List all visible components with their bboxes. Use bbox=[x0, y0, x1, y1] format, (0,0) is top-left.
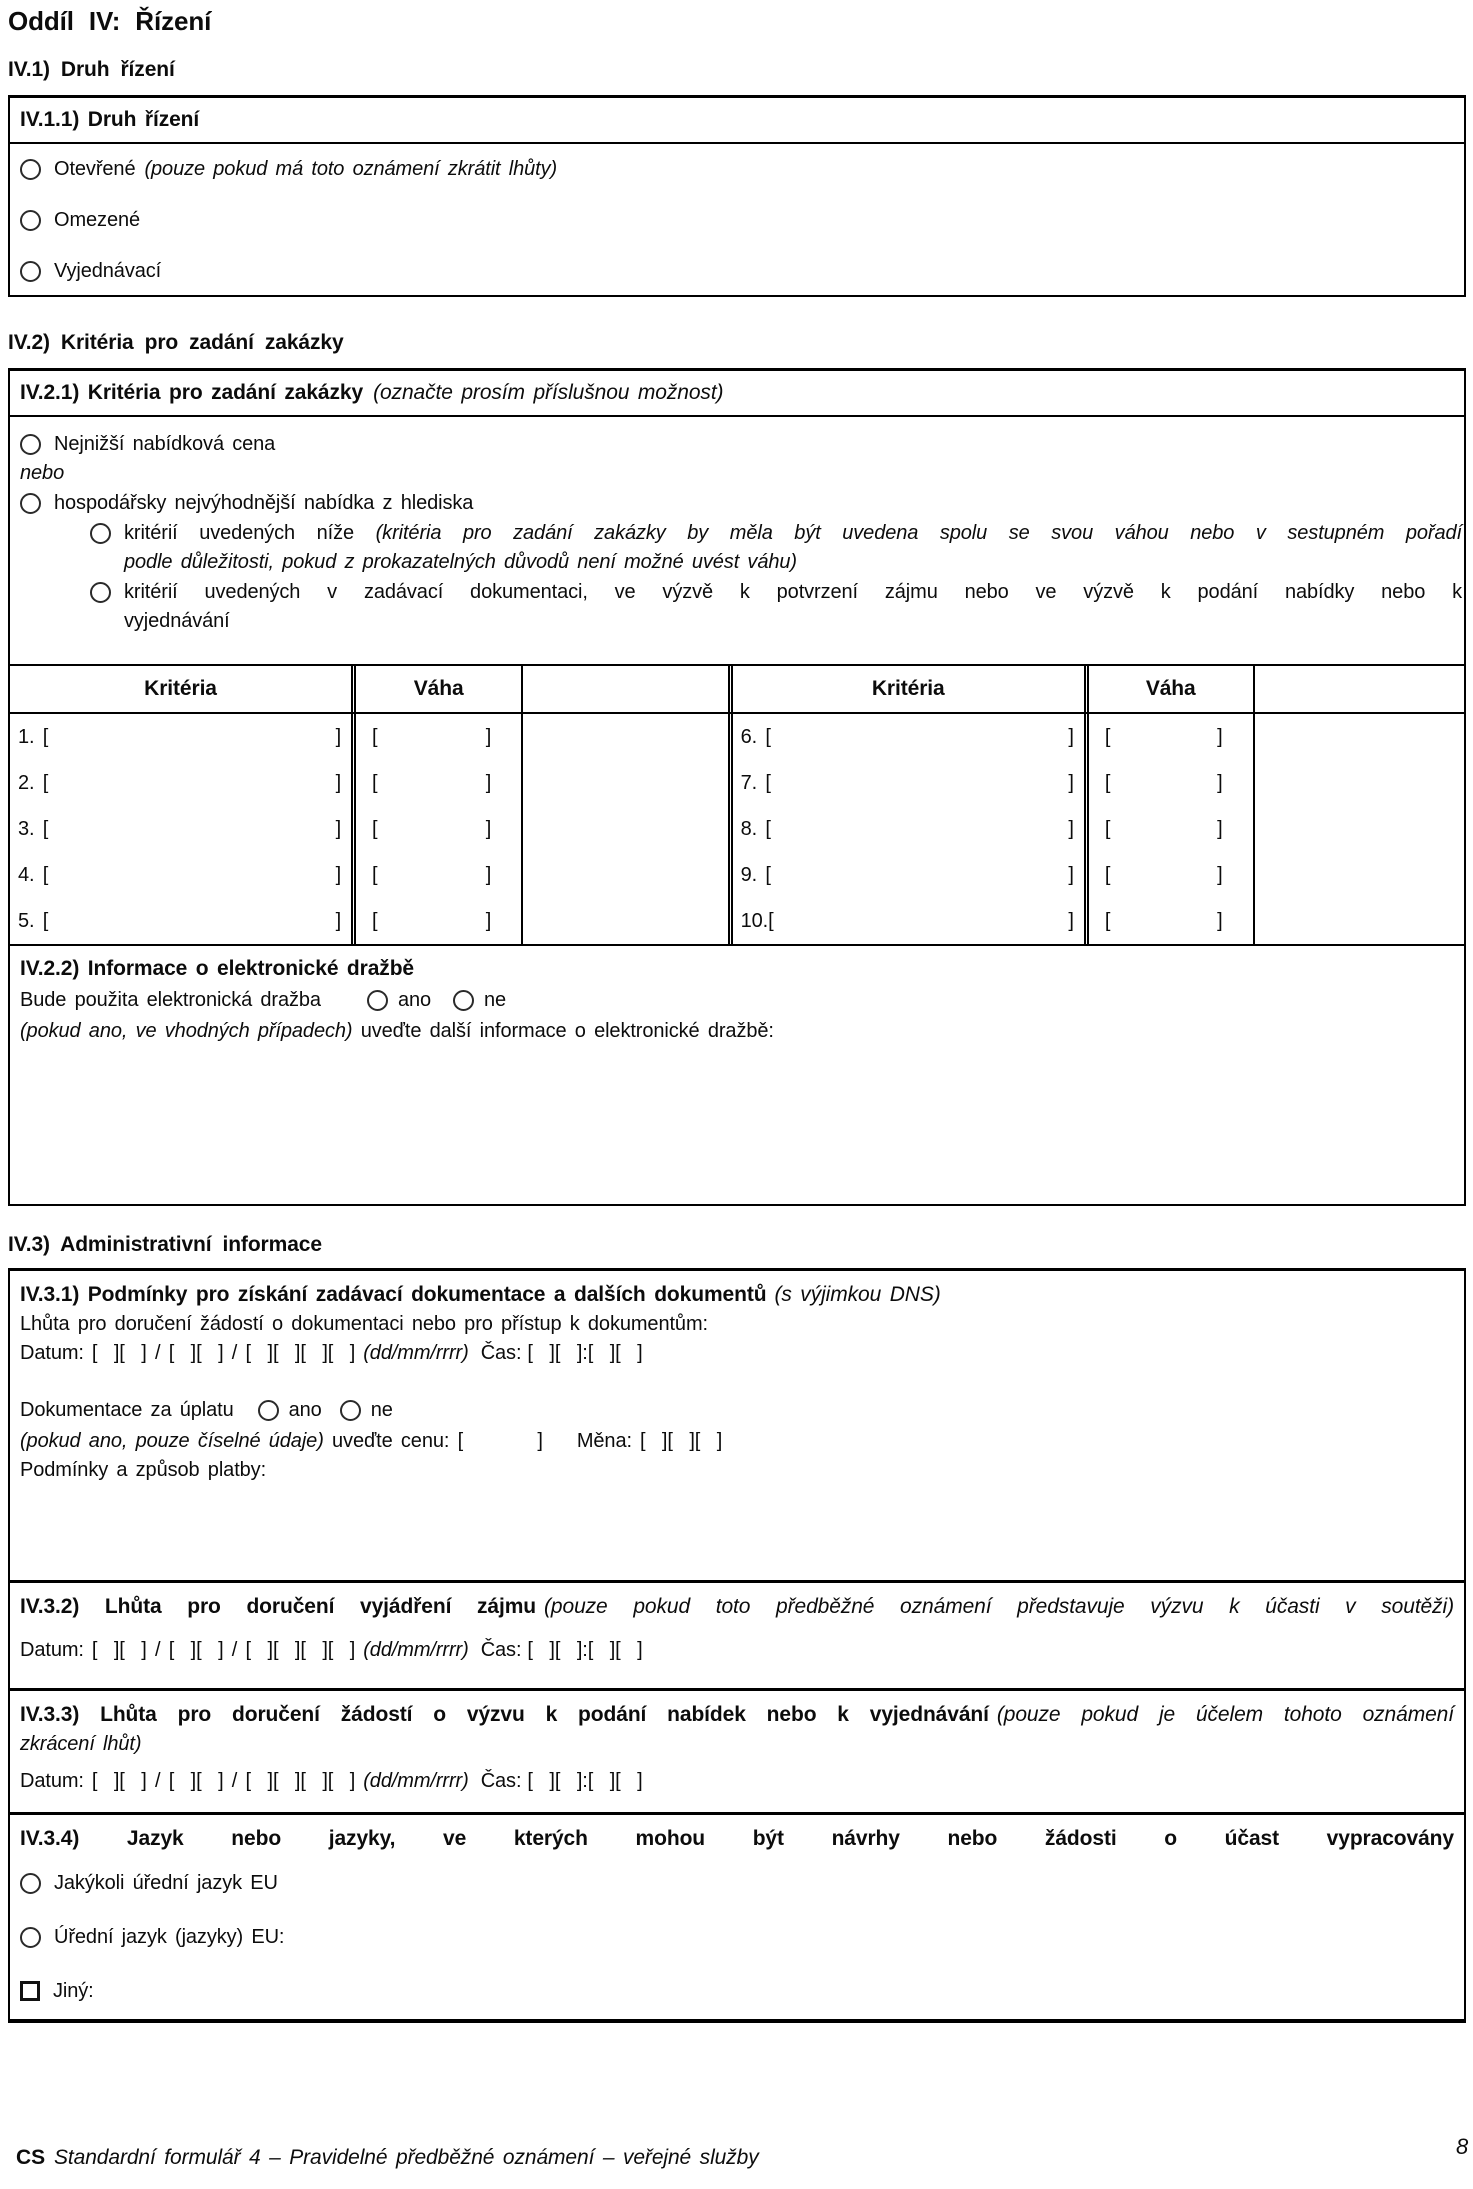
option-label: Jiný: bbox=[53, 1979, 94, 2002]
box-header-iv2-1 bbox=[10, 371, 1464, 417]
row-label: 7. [ bbox=[740, 771, 771, 794]
criterion-field-3[interactable] bbox=[10, 806, 356, 852]
row-label: 1. [ bbox=[18, 725, 49, 748]
date-time-line bbox=[20, 1636, 1454, 1665]
bracket-close: ] bbox=[1217, 725, 1223, 748]
bracket-close: ] bbox=[335, 909, 342, 932]
radio-criteria-below[interactable] bbox=[90, 523, 111, 544]
title-note: (pouze pokud toto předběžné oznámení představuje výzvu k účasti v soutěži) bbox=[544, 1595, 1454, 1618]
date-field[interactable]: [ ][ ] / [ ][ ] / [ ][ ][ ][ ] bbox=[91, 1342, 356, 1364]
box-title-iv2-1: IV.2.1) Kritéria pro zadání zakázky bbox=[20, 381, 364, 404]
option-line1: kritérií uvedených v zadávací dokumentaci, ve výzvě k potvrzení zájmu nebo ve výzvě k podání nabídky nebo k bbox=[124, 581, 1462, 603]
spacer-cell bbox=[523, 760, 732, 806]
bracket-close: ] bbox=[335, 725, 342, 748]
criterion-field-2[interactable] bbox=[10, 760, 356, 806]
weight-field-7[interactable] bbox=[1089, 760, 1255, 806]
bracket-open: [ bbox=[372, 771, 378, 794]
bracket-close: ] bbox=[1217, 909, 1223, 932]
title-note-line2: zkrácení lhůt) bbox=[20, 1733, 142, 1755]
option-note: (kritéria pro zadání zakázky by měla být uvedena spolu se svou váhou nebo v sestupném pořadí bbox=[375, 522, 1462, 544]
bracket-close: ] bbox=[1217, 817, 1223, 840]
radio-restricted-procedure[interactable] bbox=[20, 210, 41, 231]
spacer-cell bbox=[523, 852, 732, 898]
weight-field-4[interactable] bbox=[356, 852, 523, 898]
row-label: 3. [ bbox=[18, 817, 49, 840]
heading-iv1: IV.1) Druh řízení bbox=[8, 58, 175, 81]
time-field[interactable]: [ ][ ]:[ ][ ] bbox=[527, 1639, 643, 1661]
radio-payable-yes[interactable] bbox=[258, 1400, 279, 1421]
title-text: IV.3.1) Podmínky pro získání zadávací dokumentace a dalších dokumentů bbox=[20, 1283, 767, 1306]
criteria-table-row bbox=[10, 806, 1464, 852]
radio-meat[interactable] bbox=[20, 493, 41, 514]
title-text: IV.3.2) Lhůta pro doručení vyjádření zájmu bbox=[20, 1595, 537, 1618]
column-header-criteria-left: Kritéria bbox=[10, 666, 356, 712]
weight-field-2[interactable] bbox=[356, 760, 523, 806]
date-format-note: (dd/mm/rrrr) bbox=[363, 1770, 469, 1792]
option-line1 bbox=[124, 519, 1462, 548]
option-open-procedure bbox=[10, 144, 1464, 195]
weight-field-5[interactable] bbox=[356, 898, 523, 944]
criterion-field-4[interactable] bbox=[10, 852, 356, 898]
award-criteria-options bbox=[10, 417, 1464, 664]
criteria-table bbox=[10, 664, 1464, 944]
note-rest: uveďte další informace o elektronické dražbě: bbox=[360, 1020, 774, 1042]
heading-iv2: IV.2) Kritéria pro zadání zakázky bbox=[8, 331, 344, 354]
price-field[interactable]: [ ] bbox=[457, 1430, 543, 1452]
radio-criteria-in-documents[interactable] bbox=[90, 582, 111, 603]
criteria-table-row bbox=[10, 898, 1464, 944]
title-iv3-2 bbox=[20, 1592, 1454, 1622]
title-iv2-2: IV.2.2) Informace o elektronické dražbě bbox=[20, 957, 415, 980]
page-title: Oddíl IV: Řízení bbox=[8, 6, 212, 36]
spacer-cell bbox=[523, 898, 732, 944]
bracket-close: ] bbox=[1217, 863, 1223, 886]
no-label: ne bbox=[484, 988, 507, 1011]
criterion-field-7[interactable] bbox=[733, 760, 1089, 806]
title-note: (pouze pokud je účelem tohoto oznámení bbox=[996, 1703, 1454, 1726]
option-label: Nejnižší nabídková cena bbox=[54, 432, 276, 455]
criterion-field-8[interactable] bbox=[733, 806, 1089, 852]
question-label: Bude použita elektronická dražba bbox=[20, 988, 321, 1011]
weight-field-9[interactable] bbox=[1089, 852, 1255, 898]
footer-language-code: CS bbox=[16, 2146, 45, 2169]
bracket-open: [ bbox=[372, 863, 378, 886]
box-title-note: (označte prosím příslušnou možnost) bbox=[373, 381, 724, 404]
spacer-cell bbox=[523, 806, 732, 852]
weight-field-6[interactable] bbox=[1089, 714, 1255, 760]
spacer-cell bbox=[1255, 760, 1464, 806]
footer-form-title: Standardní formulář 4 – Pravidelné předběžné oznámení – veřejné služby bbox=[53, 2146, 759, 2169]
weight-field-3[interactable] bbox=[356, 806, 523, 852]
bracket-open: [ bbox=[1104, 863, 1111, 886]
column-header-criteria-right: Kritéria bbox=[733, 666, 1089, 712]
bracket-close: ] bbox=[485, 725, 492, 748]
criteria-table-row bbox=[10, 714, 1464, 760]
e-auction-question bbox=[20, 984, 1454, 1016]
option-label: Otevřené bbox=[54, 158, 136, 180]
weight-field-10[interactable] bbox=[1089, 898, 1255, 944]
criterion-field-6[interactable] bbox=[733, 714, 1089, 760]
bracket-close: ] bbox=[1068, 771, 1074, 794]
row-label: 6. [ bbox=[740, 725, 771, 748]
bracket-close: ] bbox=[335, 863, 342, 886]
price-note: (pokud ano, pouze číselné údaje) bbox=[20, 1430, 324, 1452]
option-label: kritérií uvedených níže bbox=[124, 522, 376, 544]
time-field[interactable]: [ ][ ]:[ ][ ] bbox=[527, 1770, 643, 1792]
bracket-open: [ bbox=[1104, 909, 1111, 932]
radio-payable-no[interactable] bbox=[340, 1400, 361, 1421]
title-text: IV.3.3) Lhůta pro doručení žádostí o výzvu k podání nabídek nebo k vyjednávání bbox=[20, 1703, 989, 1726]
date-label: Datum: bbox=[20, 1342, 84, 1364]
option-lowest-price bbox=[10, 429, 1464, 459]
section-iv3-1 bbox=[10, 1271, 1464, 1583]
section-iv3-2 bbox=[10, 1583, 1464, 1691]
row-label: 2. [ bbox=[18, 771, 49, 794]
option-meat bbox=[10, 488, 1464, 518]
bracket-open: [ bbox=[1104, 771, 1111, 794]
option-criteria-below bbox=[10, 519, 1464, 577]
note-italic: (pokud ano, ve vhodných případech) bbox=[20, 1020, 353, 1042]
price-line bbox=[20, 1426, 1454, 1456]
section-iv3-4 bbox=[10, 1815, 1464, 2017]
question-label: Dokumentace za úplatu bbox=[20, 1398, 234, 1421]
bracket-close: ] bbox=[1068, 817, 1074, 840]
date-format-note: (dd/mm/rrrr) bbox=[363, 1639, 469, 1661]
title-iv3-1 bbox=[20, 1280, 1454, 1310]
bracket-open: [ bbox=[1104, 817, 1111, 840]
deadline-label: Lhůta pro doručení žádostí o dokumentaci nebo pro přístup k dokumentům: bbox=[20, 1313, 708, 1335]
criterion-field-10[interactable] bbox=[733, 898, 1089, 944]
bracket-close: ] bbox=[1068, 725, 1074, 748]
time-label: Čas: bbox=[480, 1639, 522, 1661]
title-iv3-4: IV.3.4) Jazyk nebo jazyky, ve kterých mohou být návrhy nebo žádosti o účast vypracovány bbox=[20, 1827, 1454, 1850]
spacer-cell bbox=[1255, 898, 1464, 944]
column-header-spacer bbox=[1255, 666, 1464, 712]
bracket-open: [ bbox=[372, 817, 378, 840]
bracket-open: [ bbox=[372, 725, 378, 748]
option-label: hospodářsky nejvýhodnější nabídka z hlediska bbox=[54, 491, 474, 514]
criteria-table-header bbox=[10, 666, 1464, 714]
row-label: 5. [ bbox=[18, 909, 49, 932]
criterion-field-9[interactable] bbox=[733, 852, 1089, 898]
radio-open-procedure[interactable] bbox=[20, 159, 41, 180]
row-label: 10.[ bbox=[740, 909, 774, 932]
bracket-close: ] bbox=[485, 817, 492, 840]
bracket-close: ] bbox=[485, 863, 492, 886]
bracket-open: [ bbox=[1104, 725, 1111, 748]
section-iv2-1 bbox=[8, 368, 1466, 1206]
or-text: nebo bbox=[20, 462, 65, 484]
date-time-line bbox=[20, 1339, 1454, 1368]
currency-field[interactable]: [ ][ ][ ] bbox=[639, 1430, 723, 1452]
no-label: ne bbox=[370, 1398, 393, 1421]
section-iv1-1 bbox=[8, 95, 1466, 297]
radio-negotiated-procedure[interactable] bbox=[20, 261, 41, 282]
option-other-language bbox=[20, 1964, 1454, 2017]
page-number: 8 bbox=[1456, 2134, 1469, 2159]
yes-label: ano bbox=[397, 988, 432, 1011]
bracket-close: ] bbox=[1068, 909, 1074, 932]
column-header-spacer bbox=[523, 666, 732, 712]
option-label: Jakýkoli úřední jazyk EU bbox=[54, 1871, 278, 1894]
title-note: (s výjimkou DNS) bbox=[774, 1283, 941, 1306]
option-official-eu-language bbox=[20, 1910, 1454, 1964]
option-restricted-procedure bbox=[10, 195, 1464, 246]
option-label: Vyjednávací bbox=[54, 260, 162, 282]
section-iv3-3 bbox=[10, 1691, 1464, 1815]
criteria-table-row bbox=[10, 760, 1464, 806]
date-field[interactable]: [ ][ ] / [ ][ ] / [ ][ ][ ][ ] bbox=[91, 1770, 356, 1792]
option-criteria-in-documents bbox=[10, 578, 1464, 636]
weight-field-8[interactable] bbox=[1089, 806, 1255, 852]
criterion-field-1[interactable] bbox=[10, 714, 356, 760]
bracket-close: ] bbox=[335, 771, 342, 794]
date-label: Datum: bbox=[20, 1770, 84, 1792]
column-header-weight-left: Váha bbox=[356, 666, 523, 712]
date-format-note: (dd/mm/rrrr) bbox=[363, 1342, 469, 1364]
box-title-iv1-1: IV.1.1) Druh řízení bbox=[20, 108, 200, 131]
date-time-line bbox=[20, 1767, 1454, 1796]
heading-iv3: IV.3) Administrativní informace bbox=[8, 1233, 322, 1256]
box-header-iv1-1 bbox=[10, 98, 1464, 144]
section-iv2-2 bbox=[10, 944, 1464, 1206]
date-field[interactable]: [ ][ ] / [ ][ ] / [ ][ ][ ][ ] bbox=[91, 1639, 356, 1661]
option-any-eu-language bbox=[20, 1856, 1454, 1910]
bracket-close: ] bbox=[485, 771, 492, 794]
row-label: 9. [ bbox=[740, 863, 771, 886]
checkbox-other-language[interactable] bbox=[20, 1981, 40, 2001]
page-footer bbox=[16, 2146, 759, 2170]
option-label: Omezené bbox=[54, 209, 141, 231]
time-label: Čas: bbox=[480, 1770, 522, 1792]
time-field[interactable]: [ ][ ]:[ ][ ] bbox=[527, 1342, 643, 1364]
currency-label: Měna: bbox=[576, 1430, 632, 1452]
option-line2: vyjednávání bbox=[124, 610, 230, 632]
payment-terms-label: Podmínky a způsob platby: bbox=[20, 1459, 267, 1481]
criteria-table-row bbox=[10, 852, 1464, 898]
weight-field-1[interactable] bbox=[356, 714, 523, 760]
spacer-cell bbox=[1255, 852, 1464, 898]
price-label: uveďte cenu: bbox=[332, 1430, 450, 1452]
radio-lowest-price[interactable] bbox=[20, 434, 41, 455]
yes-label: ano bbox=[288, 1398, 322, 1421]
date-label: Datum: bbox=[20, 1639, 84, 1661]
radio-e-auction-yes[interactable] bbox=[367, 990, 388, 1011]
row-label: 8. [ bbox=[740, 817, 771, 840]
bracket-close: ] bbox=[485, 909, 492, 932]
title-iv3-3 bbox=[20, 1700, 1454, 1730]
row-label: 4. [ bbox=[18, 863, 49, 886]
spacer-cell bbox=[1255, 806, 1464, 852]
radio-e-auction-no[interactable] bbox=[453, 990, 474, 1011]
payable-documents-question bbox=[20, 1394, 1454, 1426]
option-negotiated-procedure bbox=[10, 246, 1464, 297]
section-iv3 bbox=[8, 1268, 1466, 2023]
option-line2: podle důležitosti, pokud z prokazatelných důvodů není možné uvést váhu) bbox=[124, 551, 797, 573]
option-label: Úřední jazyk (jazyky) EU: bbox=[54, 1925, 285, 1948]
time-label: Čas: bbox=[480, 1342, 522, 1364]
criterion-field-5[interactable] bbox=[10, 898, 356, 944]
bracket-close: ] bbox=[335, 817, 342, 840]
column-header-weight-right: Váha bbox=[1089, 666, 1255, 712]
radio-any-eu-language[interactable] bbox=[20, 1873, 41, 1894]
bracket-close: ] bbox=[1217, 771, 1223, 794]
spacer-cell bbox=[523, 714, 732, 760]
spacer-cell bbox=[1255, 714, 1464, 760]
bracket-close: ] bbox=[1068, 863, 1074, 886]
e-auction-note bbox=[20, 1016, 1454, 1047]
option-note: (pouze pokud má toto oznámení zkrátit lhůty) bbox=[144, 158, 558, 180]
radio-official-eu-language[interactable] bbox=[20, 1927, 41, 1948]
bracket-open: [ bbox=[372, 909, 378, 932]
